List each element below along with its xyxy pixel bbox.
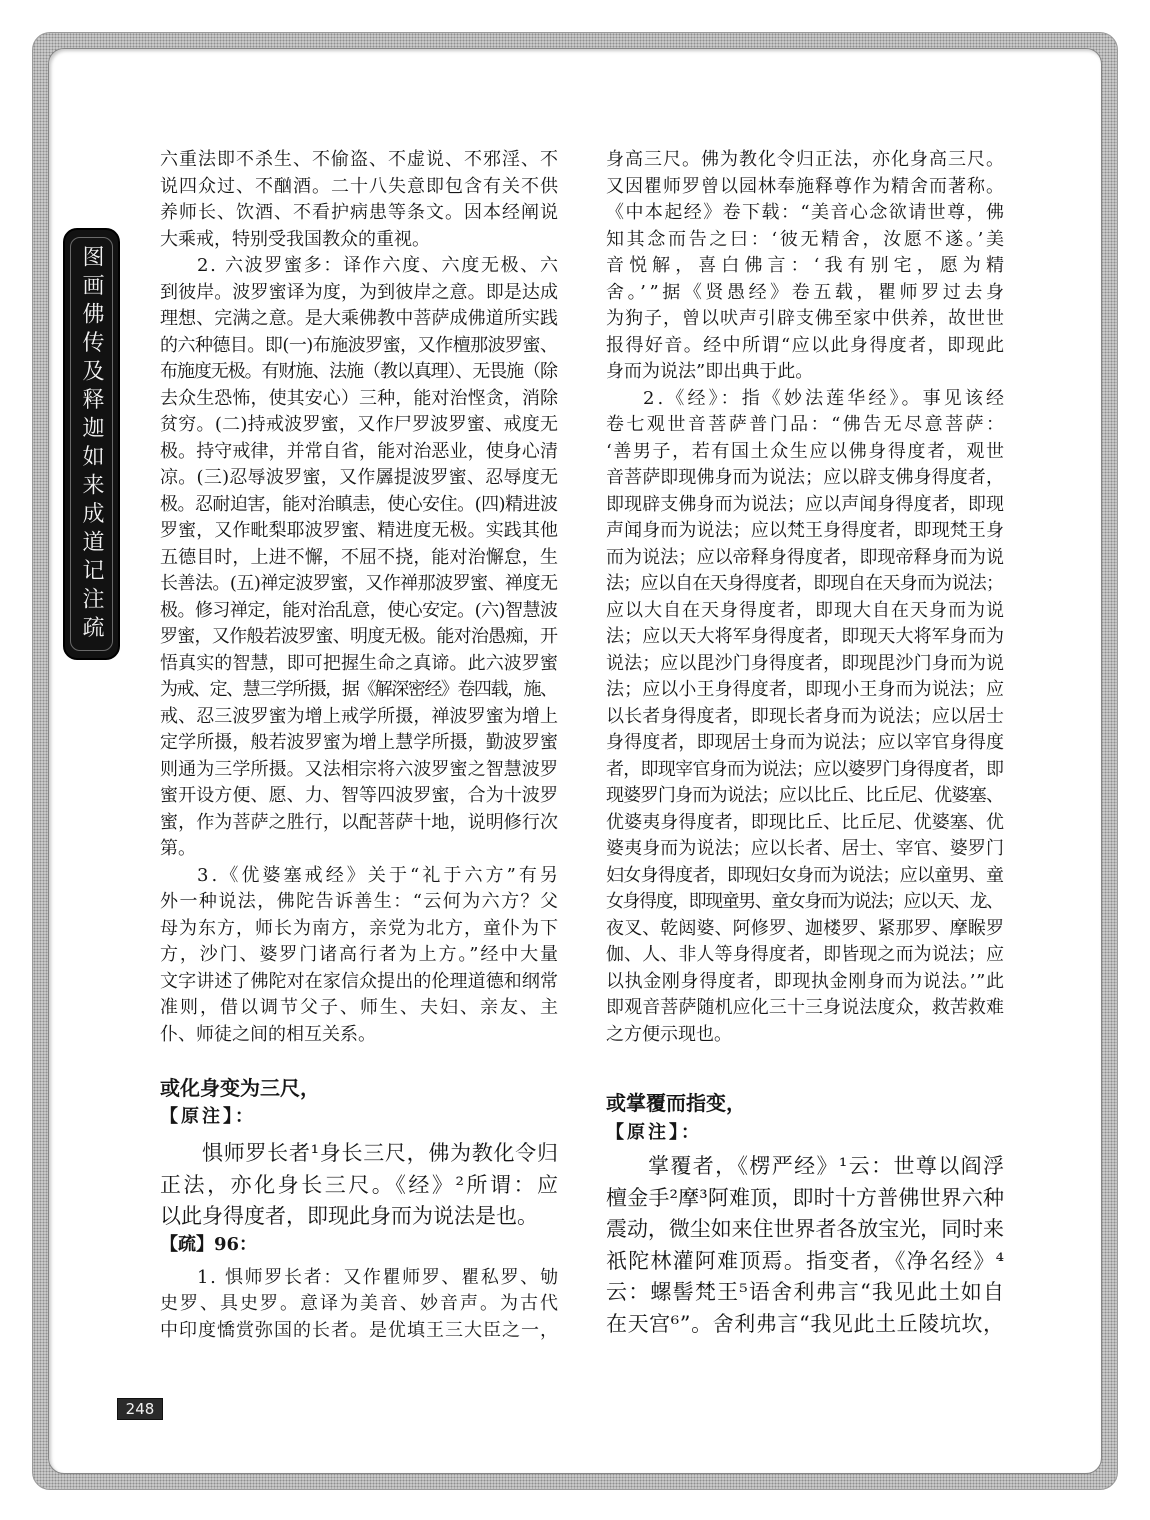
- note-line: 正法，亦化身长三尺。《经》²所谓：应: [160, 1172, 561, 1197]
- body-line: 五德目时，上进不懈，不屈不挠，能对治懈怠，生: [160, 546, 559, 568]
- body-line: 文字讲述了佛陀对在家信众提出的伦理道德和纲常: [160, 970, 559, 992]
- body-line: 到彼岸。波罗蜜译为度，为到彼岸之意。即是达成: [160, 281, 559, 303]
- body-line: 养师长、饮酒、不看护病患等条文。因本经阐说: [160, 202, 559, 223]
- body-line: 蜜，作为菩萨之胜行，以配菩萨十地，说明修行次: [160, 811, 559, 833]
- note-line: 以此身得度者，即现此身而为说法是也。: [160, 1204, 538, 1228]
- body-line: 即观音菩萨随机应化三十三身说法度众，救苦救难: [606, 997, 1005, 1018]
- body-line: 法；应以自在天身得度者，即现自在天身而为说法；: [606, 573, 1004, 594]
- body-line: 优婆夷身得度者，即现比丘、比丘尼、优婆塞、优: [606, 811, 1005, 833]
- commentary-line: 史罗、具史罗。意译为美音、妙音声。为古代: [160, 1293, 560, 1315]
- body-line: 即现辟支佛身而为说法；应以声闻身得度者，即现: [606, 493, 1005, 515]
- note-line: 祇陀林灌阿难顶焉。指变者，《净名经》⁴: [606, 1248, 1006, 1273]
- body-line: 准则，借以调节父子、师生、夫妇、亲友、主: [160, 997, 560, 1018]
- body-line: 身而为说法”即出典于此。: [606, 361, 814, 382]
- body-line: 舍。’”据《贤愚经》卷五载，瞿师罗过去身: [606, 281, 1008, 303]
- body-line: 卷七观世音菩萨普门品：“佛告无尽意菩萨：: [606, 414, 1007, 435]
- note-line: 震动，微尘如来住世界者各放宝光，同时来: [606, 1217, 1004, 1241]
- body-line: 极。修习禅定，能对治乱意，使心安定。(六)智慧波: [160, 599, 558, 621]
- note-line: 在天宫⁶”。舍利弗言“我见此土丘陵坑坎，: [606, 1311, 1005, 1336]
- original-note-label: 【原注】：: [606, 1122, 702, 1143]
- body-line: 《中本起经》卷下载：“美音心念欲请世尊，佛: [606, 202, 1006, 223]
- side-tab-title: 图画佛传及释迦如来成道记注疏: [79, 244, 104, 644]
- body-line: 者，即现宰官身而为说法；应以婆罗门身得度者，即: [606, 758, 1004, 780]
- note-line: 惧师罗长者¹身长三尺，佛为教化令归: [202, 1141, 559, 1165]
- commentary-line: 中印度憍赏弥国的长者。是优填王三大臣之一，: [160, 1319, 559, 1341]
- body-line: 知其念而告之曰：‘彼无精舍，汝愿不遂。’美: [606, 228, 1007, 250]
- original-note-label: 【原注】：: [160, 1106, 256, 1127]
- body-line: 蜜开设方便、愿、力、智等四波罗蜜，合为十波罗: [160, 785, 559, 806]
- body-line: 罗蜜，又作般若波罗蜜、明度无极。能对治愚痴，开: [160, 626, 558, 647]
- body-line: 外一种说法，佛陀告诉善生：“云何为六方？父: [160, 891, 560, 912]
- body-line: 法；应以天大将军身得度者，即现天大将军身而为: [606, 626, 1005, 647]
- body-line: 罗蜜，又作毗梨耶波罗蜜、精进度无极。实践其他: [160, 520, 559, 541]
- body-line: 母为东方，师长为南方，亲党为北方，童仆为下: [160, 917, 559, 939]
- body-line: 六重法即不杀生、不偷盗、不虚说、不邪淫、不: [160, 149, 559, 170]
- body-line: 理想、完满之意。是大乘佛教中菩萨成佛道所实践: [160, 308, 559, 329]
- note-line: 云：螺髻梵王⁵语舍利弗言“我见此土如自: [606, 1280, 1006, 1304]
- body-line: 女身得度，即现童男、童女身而为说法；应以天、龙、: [606, 891, 1003, 912]
- body-line: 之方便示现也。: [606, 1023, 732, 1045]
- body-line: 布施度无极。有财施、法施（教以真理）、无畏施（除: [160, 361, 557, 382]
- body-line: 方，沙门、婆罗门诸高行者为上方。”经中大量: [160, 944, 560, 965]
- body-line: 说四众过、不酗酒。二十八失意即包含有关不供: [160, 175, 559, 197]
- body-line: 大乘戒，特别受我国教众的重视。: [160, 228, 430, 250]
- note-line: 檀金手²摩³阿难顶，即时十方普佛世界六种: [606, 1185, 1005, 1210]
- body-line: 音菩萨即现佛身而为说法；应以辟支佛身得度者，: [606, 467, 1005, 488]
- body-line: 夜叉、乾闼婆、阿修罗、迦楼罗、紧那罗、摩睺罗: [606, 917, 1005, 939]
- original-note-text: [606, 1151, 1004, 1340]
- section-heading: 或掌覆而指变，: [606, 1091, 746, 1115]
- body-line: 极。忍耐迫害，能对治瞋恚，使心安住。(四)精进波: [160, 493, 558, 515]
- body-line: 凉。(三)忍辱波罗蜜，又作羼提波罗蜜、忍辱度无: [160, 467, 559, 488]
- body-line: 应以大自在天身得度者，即现大自在天身而为说: [606, 599, 1005, 621]
- body-line: 戒、忍三波罗蜜为增上戒学所摄，禅波罗蜜为增上: [160, 705, 559, 727]
- body-line: 婆夷身而为说法；应以长者、居士、宰官、婆罗门: [606, 838, 1005, 859]
- commentary-line: 1. 惧师罗长者：又作瞿师罗、瞿私罗、劬: [197, 1267, 560, 1288]
- body-line: 音悦解，喜白佛言：‘我有别宅，愿为精: [606, 255, 1010, 276]
- page-number: 248: [117, 1398, 163, 1420]
- body-line: 则通为三学所摄。又法相宗将六波罗蜜之智慧波罗: [160, 758, 559, 780]
- body-line: 仆、师徒之间的相互关系。: [160, 1023, 376, 1045]
- body-line: 3.《优婆塞戒经》关于“礼于六方”有另: [197, 864, 562, 886]
- body-line: 为戒、定、慧三学所摄，据《解深密经》卷四载，施、: [160, 679, 557, 700]
- body-line: 极。持守戒律，并常自省，能对治恶业，使身心清: [160, 440, 559, 462]
- body-line: 身高三尺。佛为教化令归正法，亦化身高三尺。: [606, 149, 1005, 170]
- body-line: 身得度者，即现居士身而为说法；应以宰官身得度: [606, 732, 1005, 753]
- body-line: 的六种德目。即(一)布施波罗蜜，又作檀那波罗蜜、: [160, 334, 558, 356]
- right-body-text: [606, 147, 1010, 1048]
- left-column: [160, 0, 562, 1520]
- body-line: 说法；应以毘沙门身得度者，即现毘沙门身而为说: [606, 652, 1005, 674]
- body-line: 以长者身得度者，即现长者身而为说法；应以居士: [606, 705, 1005, 727]
- body-line: 第。: [160, 838, 196, 859]
- body-line: 妇女身得度者，即现妇女身而为说法；应以童男、童: [606, 864, 1004, 886]
- commentary-text: [160, 1265, 558, 1344]
- body-line: ‘善男子，若有国土众生应以佛身得度者，观世: [606, 440, 1006, 462]
- side-tab: [63, 228, 120, 660]
- body-line: 去众生恐怖，使其安心）三种，能对治悭贪，消除: [160, 387, 559, 409]
- body-line: 法；应以小王身得度者，即现小王身而为说法；应: [606, 679, 1005, 700]
- body-line: 以执金刚身得度者，即现执金刚身而为说法。’”此: [606, 970, 1005, 992]
- body-line: 贫穷。(二)持戒波罗蜜，又作尸罗波罗蜜、戒度无: [160, 414, 559, 435]
- right-column: [606, 0, 1010, 1520]
- body-line: 报得好音。经中所谓“应以此身得度者，即现此: [606, 334, 1006, 356]
- note-line: 掌覆者，《楞严经》¹云：世尊以阎浮: [648, 1154, 1006, 1178]
- body-line: 伽、人、非人等身得度者，即皆现之而为说法；应: [606, 944, 1005, 965]
- body-line: 为狗子，曾以吠声引辟支佛至家中供养，故世世: [606, 308, 1005, 329]
- commentary-label: 【疏】96：: [160, 1234, 258, 1255]
- body-line: 2.《经》：指《妙法莲华经》。事见该经: [643, 387, 1008, 409]
- body-line: 长善法。(五)禅定波罗蜜，又作禅那波罗蜜、禅度无: [160, 573, 558, 594]
- body-line: 而为说法；应以帝释身得度者，即现帝释身而为说: [606, 546, 1005, 568]
- original-note-text: [160, 1138, 561, 1233]
- body-line: 现婆罗门身而为说法；应以比丘、比丘尼、优婆塞、: [606, 785, 1004, 806]
- body-line: 声闻身而为说法；应以梵王身得度者，即现梵王身: [606, 520, 1005, 541]
- body-line: 定学所摄，般若波罗蜜为增上慧学所摄，勤波罗蜜: [160, 732, 559, 753]
- left-body-text: [160, 147, 562, 1048]
- body-line: 2. 六波罗蜜多：译作六度、六度无极、六: [197, 255, 560, 276]
- body-line: 又因瞿师罗曾以园林奉施释尊作为精舍而著称。: [606, 175, 1005, 197]
- section-heading: 或化身变为三尺，: [160, 1076, 320, 1100]
- body-line: 悟真实的智慧，即可把握生命之真谛。此六波罗蜜: [160, 652, 559, 674]
